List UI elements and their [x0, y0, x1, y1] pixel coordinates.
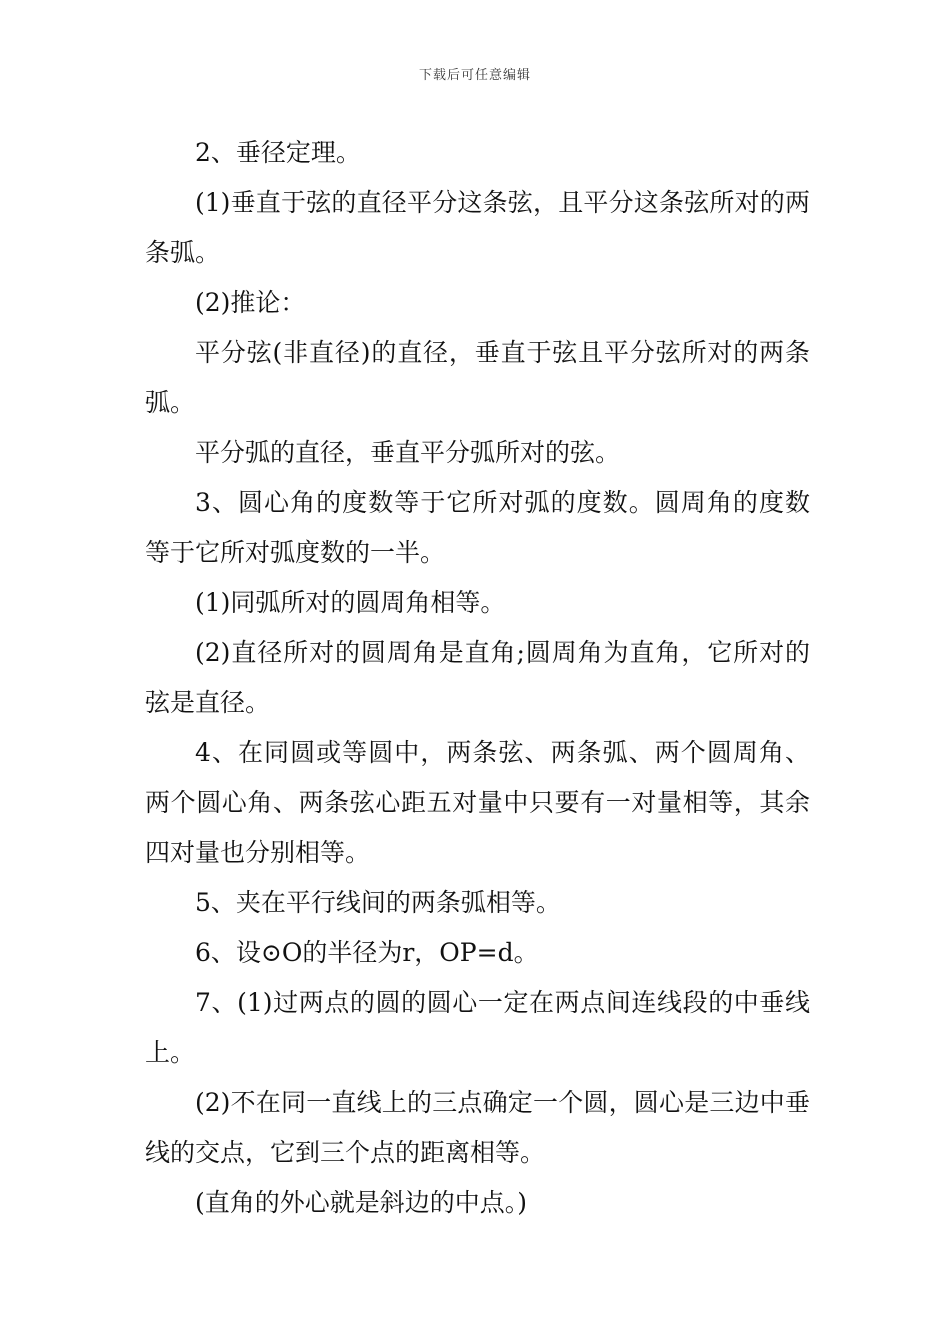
paragraph-section-2-title: 2、垂径定理。 [195, 138, 361, 167]
paragraph-section-7-item-1: 7、(1)过两点的圆的圆心一定在两点间连线段的中垂线上。 [145, 988, 810, 1067]
paragraph-theorem-1: (1)垂直于弦的直径平分这条弦，且平分这条弦所对的两条弧。 [145, 188, 810, 267]
paragraph-section-7-item-2: (2)不在同一直线上的三点确定一个圆，圆心是三边中垂线的交点，它到三个点的距离相等。 [145, 1088, 810, 1167]
paragraph-section-4: 4、在同圆或等圆中，两条弦、两条弧、两个圆周角、两个圆心角、两条弦心距五对量中只要有一对量相等，其余四对量也分别相等。 [145, 738, 810, 867]
paragraph-corollary-title: (2)推论： [195, 288, 306, 317]
paragraph-section-5: 5、夹在平行线间的两条弧相等。 [195, 888, 561, 917]
page-header: 下载后可任意编辑 [418, 68, 531, 83]
paragraph-corollary-1: 平分弦(非直径)的直径，垂直于弦且平分弦所对的两条弧。 [145, 338, 810, 417]
paragraph-section-3-item-2: (2)直径所对的圆周角是直角;圆周角为直角，它所对的弦是直径。 [145, 638, 810, 717]
paragraph-section-6: 6、设⊙O的半径为r，OP=d。 [195, 938, 539, 967]
paragraph-corollary-2: 平分弧的直径，垂直平分弧所对的弦。 [195, 438, 621, 467]
paragraph-section-7-note: (直角的外心就是斜边的中点。) [195, 1188, 528, 1217]
paragraph-section-3-item-1: (1)同弧所对的圆周角相等。 [195, 588, 506, 617]
paragraph-section-3: 3、圆心角的度数等于它所对弧的度数。圆周角的度数等于它所对弧度数的一半。 [145, 488, 810, 567]
document-body [145, 128, 810, 1228]
